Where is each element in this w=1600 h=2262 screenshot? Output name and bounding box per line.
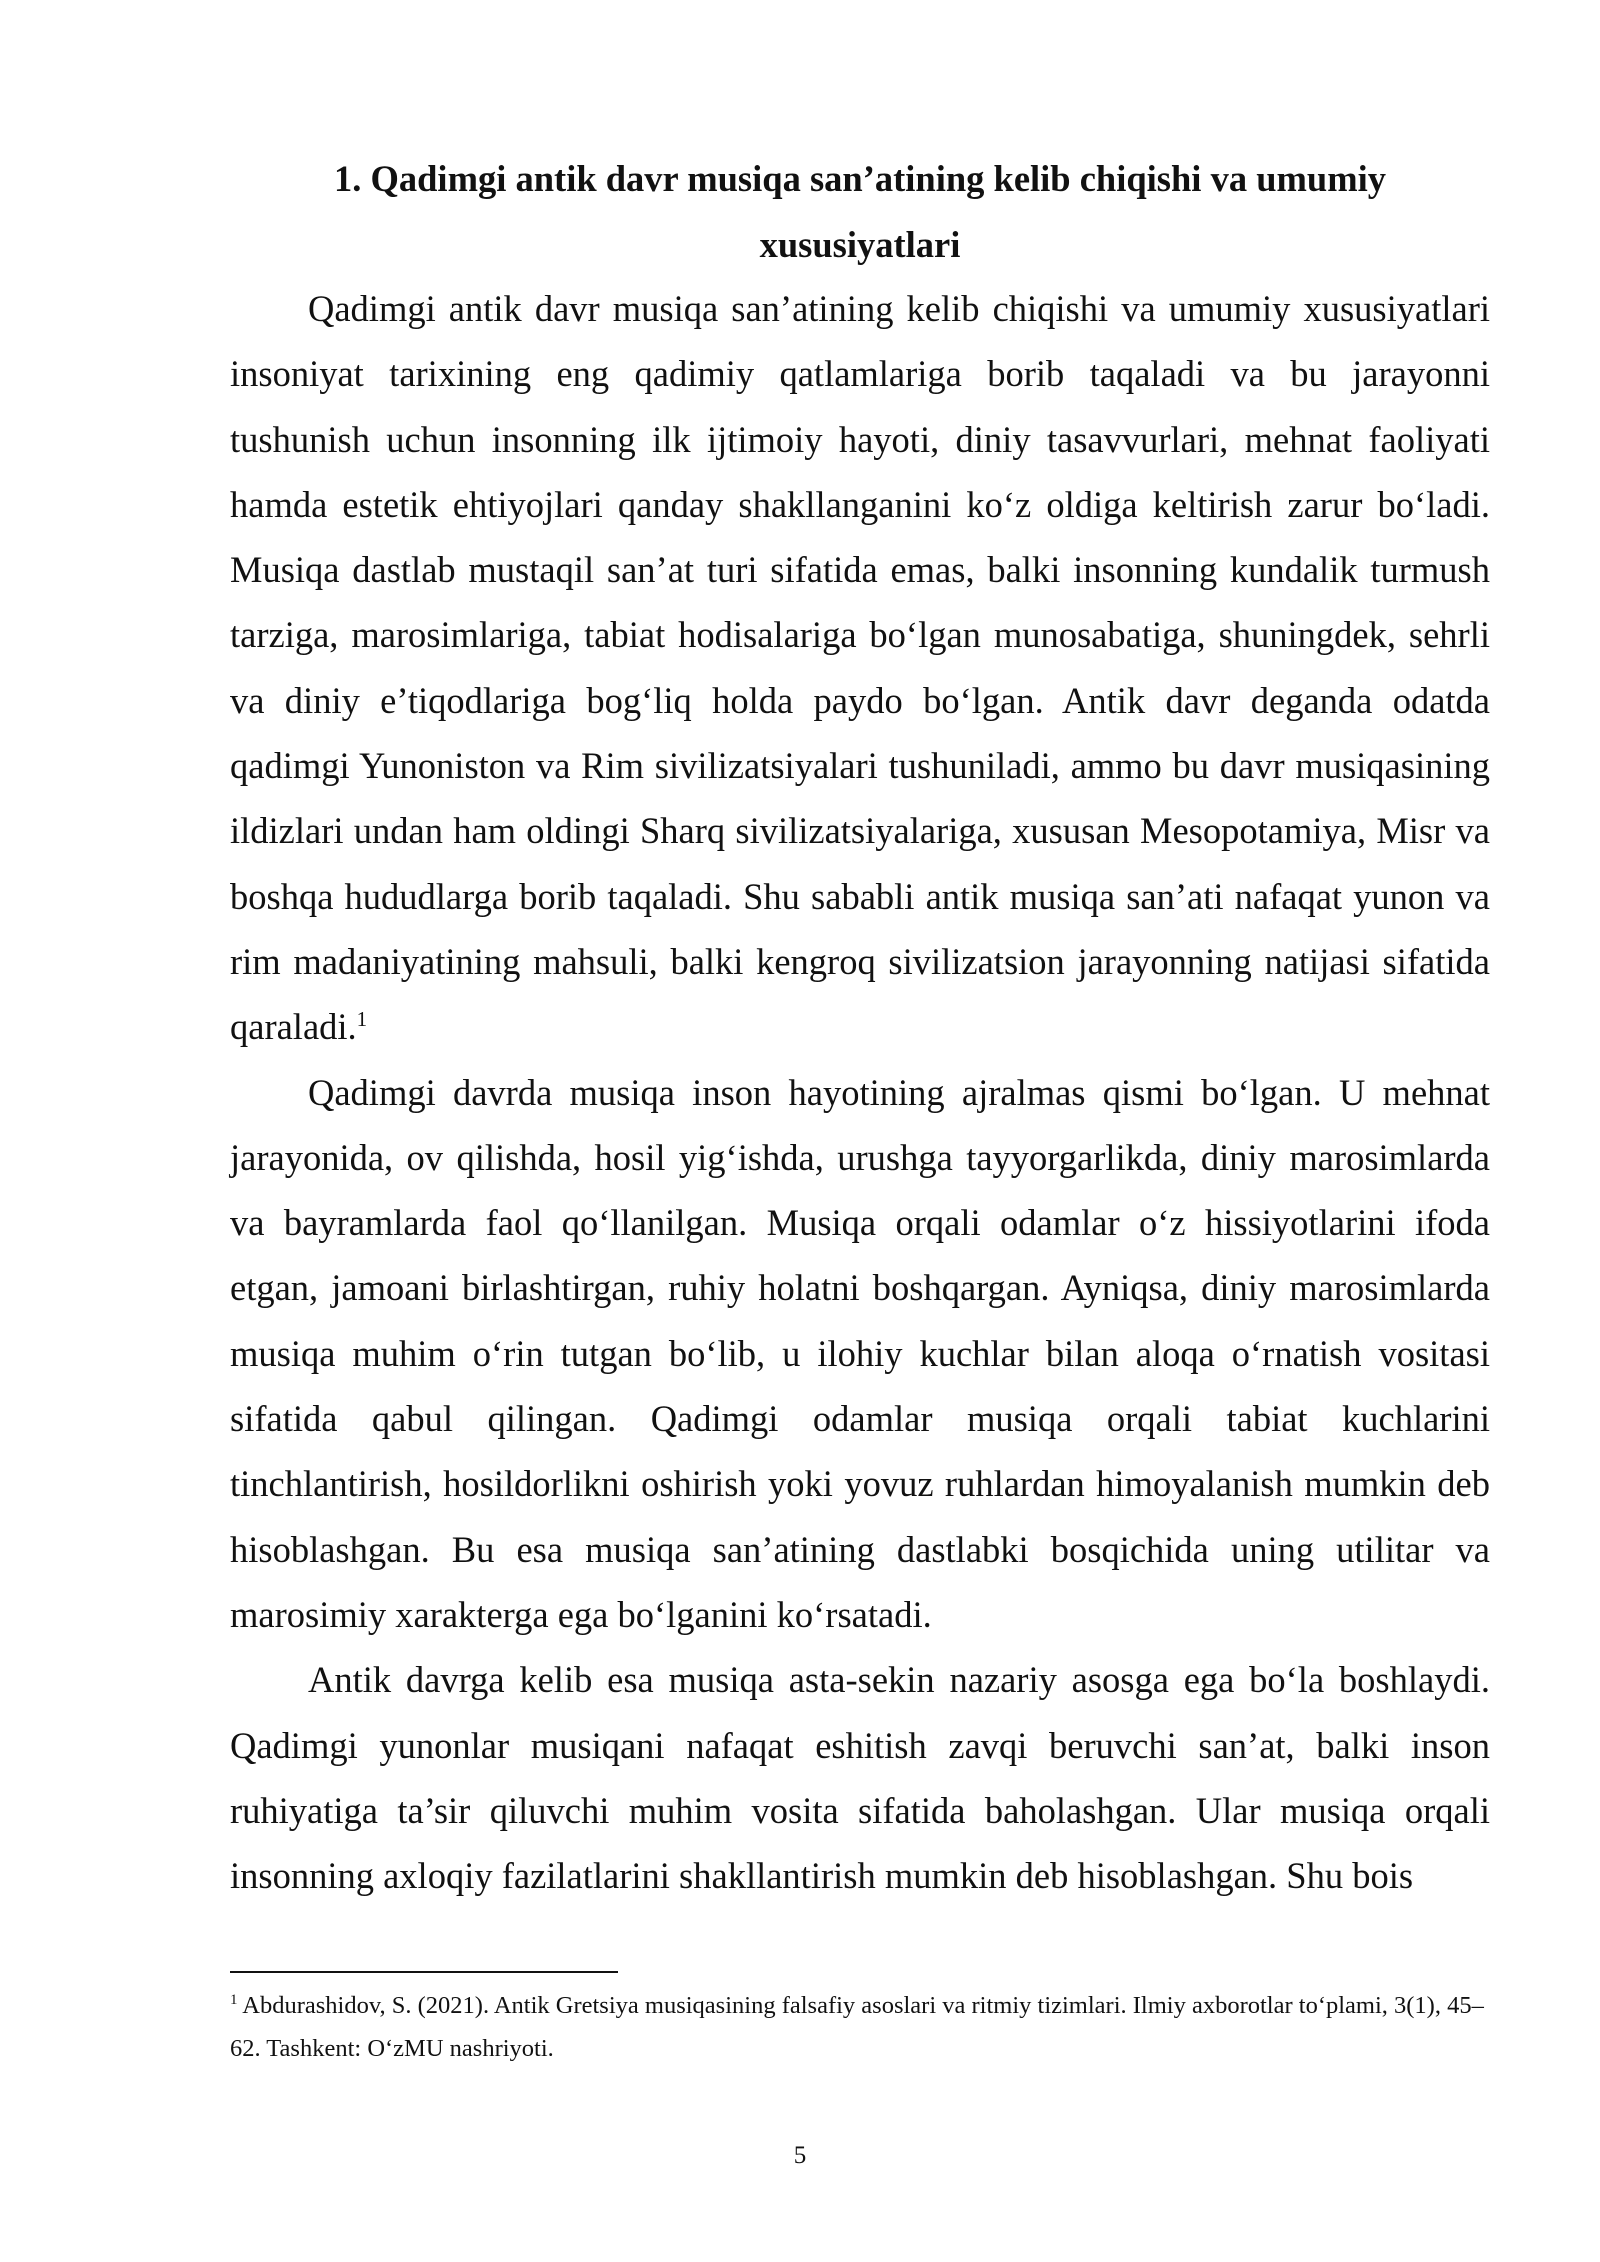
paragraph-1-text: Qadimgi antik davr musiqa san’atining kelib chiqishi va umumiy xususiyatlari insoniyat tarixining eng qadimiy qatlamlariga borib taqaladi va bu jarayonni tushunish uchun insonning ilk ijtimoiy hayoti, diniy tasavvurlari, mehnat faoliyati hamda estetik ehtiyojlari qanday shakllanganini ko‘z oldiga keltirish zarur bo‘ladi. Musiqa dastlab mustaqil san’at turi sifatida emas, balki insonning kundalik turmush tarziga, marosimlariga, tabiat hodisalariga bo‘lgan munosabatiga, shuningdek, sehrli va diniy e’tiqodlariga bog‘liq holda paydo bo‘lgan. Antik davr deganda odatda qadimgi Yunoniston va Rim sivilizatsiyalari tushuniladi, ammo bu davr musiqasining ildizlari undan ham oldingi Sharq sivilizatsiyalariga, xususan Mesopotamiya, Misr va boshqa hududlarga borib taqaladi. Shu sababli antik musiqa san’ati nafaqat yunon va rim madaniyatining mahsuli, balki kengroq sivilizatsion jarayonning natijasi sifatida qaraladi.: [230, 288, 1490, 1048]
footnote-reference[interactable]: 1: [356, 1007, 368, 1032]
footnote-text: Abdurashidov, S. (2021). Antik Gretsiya musiqasining falsafiy asoslari va ritmiy tizimlari. Ilmiy axborotlar to‘plami, 3(1), 45–62. Tashkent: O‘zMU nashriyoti.: [230, 1992, 1484, 2062]
body-text: [230, 276, 1490, 1908]
footnote-marker: 1: [230, 1991, 238, 2008]
paragraph-1: [230, 276, 1490, 1060]
section-heading: 1. Qadimgi antik davr musiqa san’atining kelib chiqishi va umumiy xususiyatlari: [333, 158, 1386, 265]
page-number: 5: [793, 2142, 807, 2169]
paragraph-2: Qadimgi davrda musiqa inson hayotining ajralmas qismi bo‘lgan. U mehnat jarayonida, ov qilishda, hosil yig‘ishda, urushga tayyorgarlikda, diniy marosimlarda va bayramlarda faol qo‘llanilgan. Musiqa orqali odamlar o‘z hissiyotlarini ifoda etgan, jamoani birlashtirgan, ruhiy holatni boshqargan. Ayniqsa, diniy marosimlarda musiqa muhim o‘rin tutgan bo‘lib, u ilohiy kuchlar bilan aloqa o‘rnatish vositasi sifatida qabul qilingan. Qadimgi odamlar musiqa orqali tabiat kuchlarini tinchlantirish, hosildorlikni oshirish yoki yovuz ruhlardan himoyalanish mumkin deb hisoblashgan. Bu esa musiqa san’atining dastlabki bosqichida uning utilitar va marosimiy xarakterga ega bo‘lganini ko‘rsatadi.: [230, 1071, 1490, 1635]
paragraph-3: Antik davrga kelib esa musiqa asta-sekin nazariy asosga ega bo‘la boshlaydi. Qadimgi yunonlar musiqani nafaqat eshitish zavqi beruvchi san’at, balki inson ruhiyatiga ta’sir qiluvchi muhim vosita sifatida baholashgan. Ular musiqa orqali insonning axloqiy fazilatlarini shakllantirish mumkin deb hisoblashgan. Shu bois: [230, 1659, 1490, 1897]
footnote-divider: [230, 1971, 618, 1973]
footnote: [230, 1984, 1490, 2070]
